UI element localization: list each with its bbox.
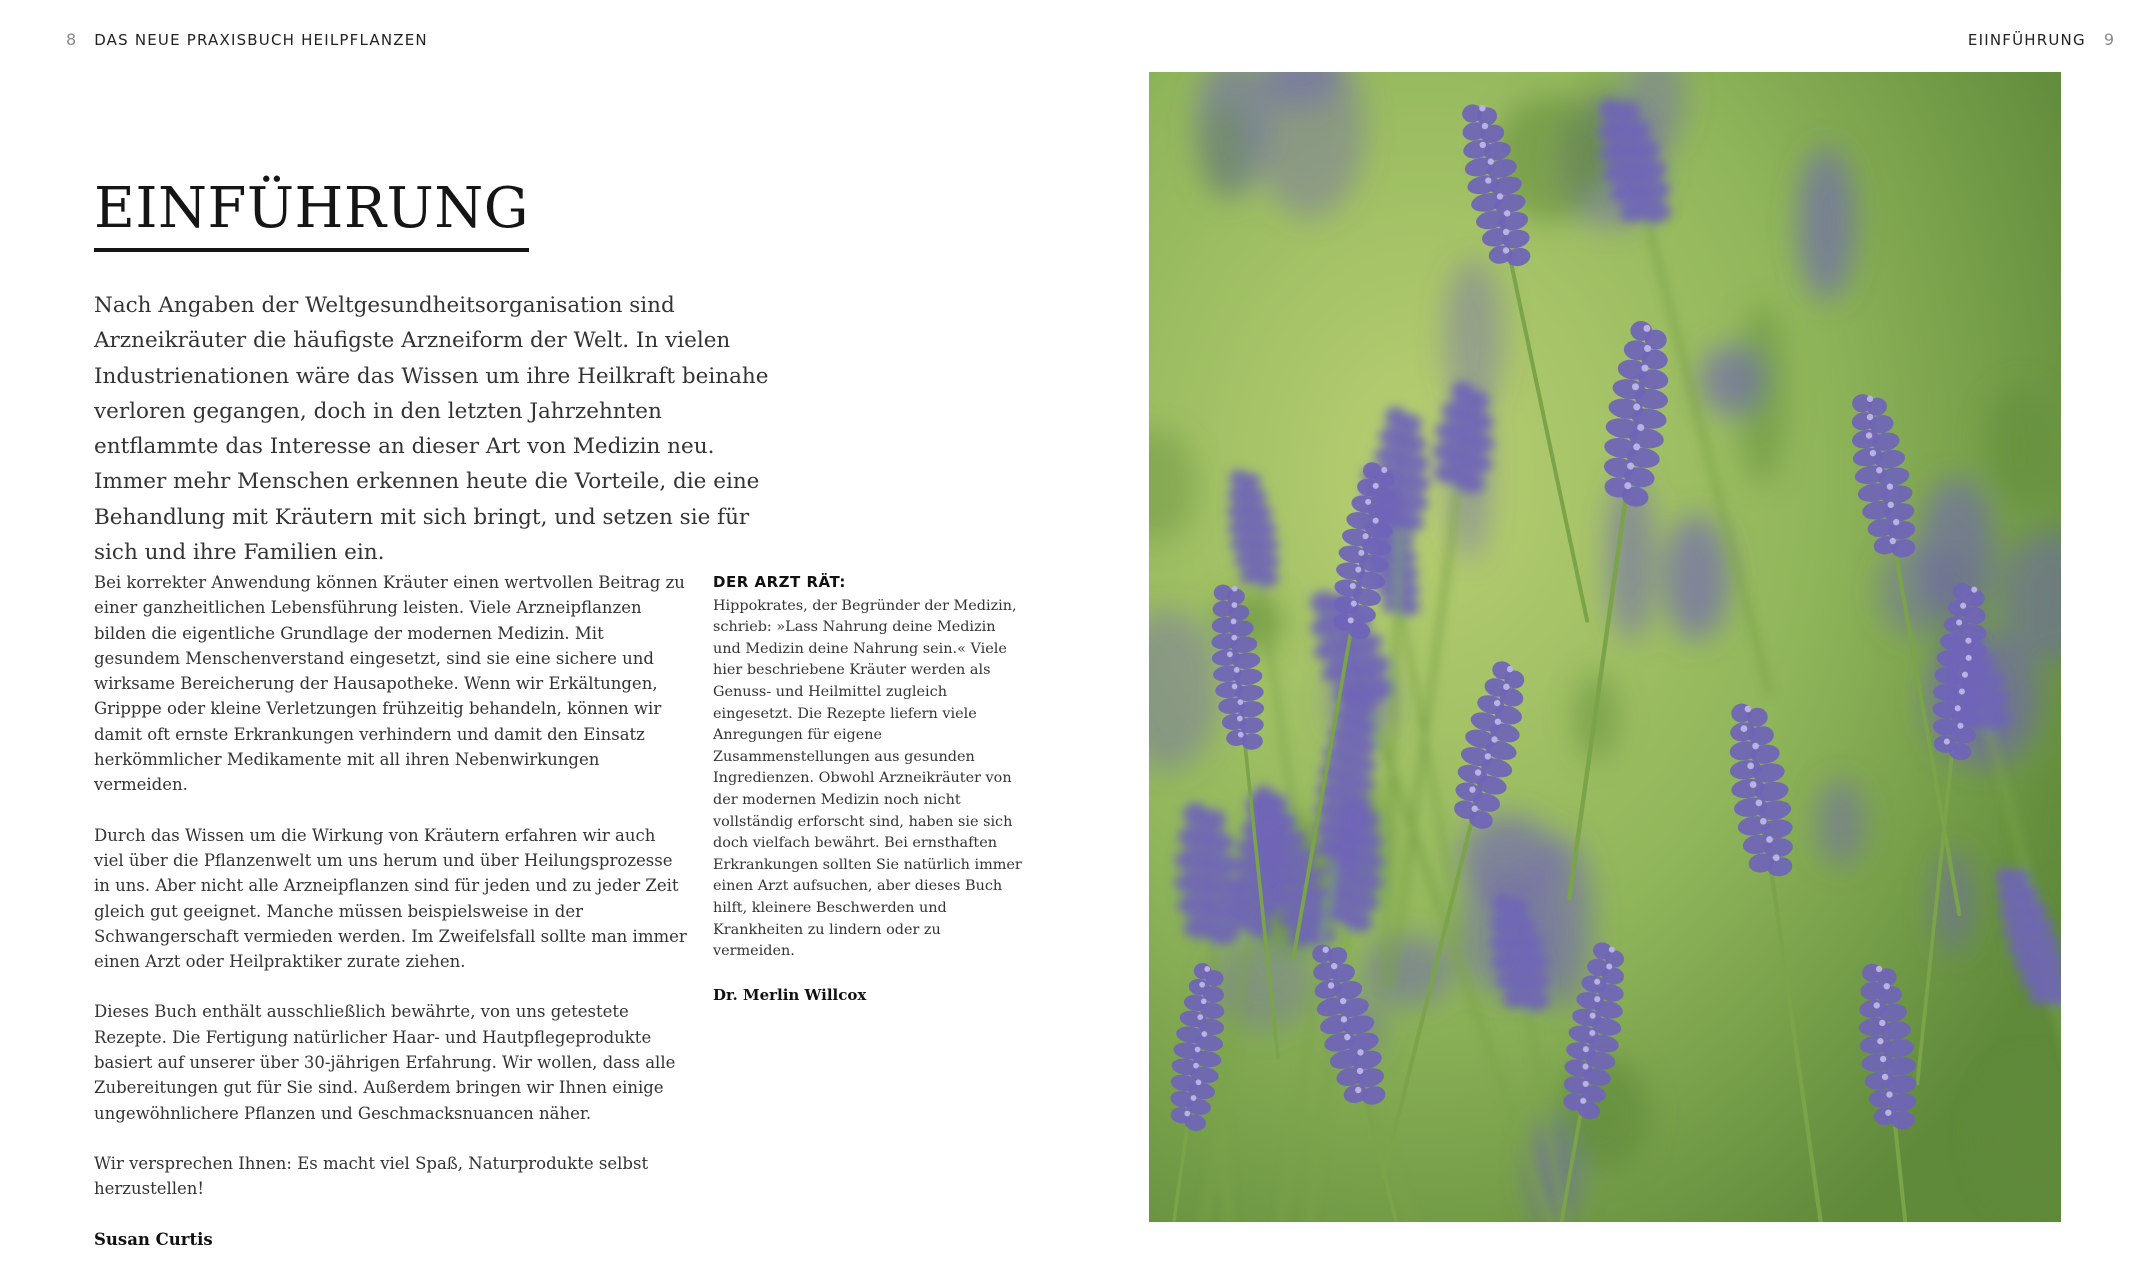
sidebar-heading: DER ARZT RÄT: — [713, 573, 846, 591]
page-number-right: 9 — [2103, 30, 2114, 49]
running-title-right: EIINFÜHRUNG — [1967, 30, 2086, 49]
body-column — [94, 570, 689, 1277]
body-paragraph: Wir versprechen Ihnen: Es macht viel Spaß, Naturprodukte selbst herzustellen! — [94, 1153, 649, 1199]
body-paragraph: Dieses Buch enthält ausschließlich bewährte, von uns getestete Rezepte. Die Fertigung natürlicher Haar- und Hautpflegeprodukte basiert auf unserer über 30-jährigen Erfahrung. Wir wollen, dass alle Zubereitungen gut für Sie sind. Außerdem bringen wir Ihnen einige ungewöhnlichere Pflanzen und Geschmacksnuancen näher. — [94, 1002, 676, 1123]
running-header-left — [66, 30, 428, 49]
running-title-left: DAS NEUE PRAXISBUCH HEILPFLANZEN — [94, 30, 428, 49]
body-paragraph: Bei korrekter Anwendung können Kräuter einen wertvollen Beitrag zu einer ganzheitlichen Lebensführung leisten. Viele Arzneipflanzen bilden die eigentliche Grundlage der modernen Medizin. Mit gesundem Menschenverstand eingesetzt, sind sie eine sichere und wirksame Bereicherung der Hausapotheke. Wenn wir Erkältungen, Gripppe oder kleine Verletzungen frühzeitig behandeln, können wir damit oft ernste Erkrankungen verhindern und damit den Einsatz herkömmlicher Medikamente mit all ihren Nebenwirkungen vermeiden. — [94, 573, 685, 795]
running-header-right — [1968, 30, 2114, 49]
body-paragraph: Durch das Wissen um die Wirkung von Kräutern erfahren wir auch viel über die Pflanzenwelt um uns herum und über Heilungsprozesse in uns. Aber nicht alle Arzneipflanzen sind für jeden und zu jeder Zeit gleich gut geeignet. Manche müssen beispielsweise in der Schwangerschaft vermieden werden. Im Zweifelsfall sollte man immer einen Arzt oder Heilpraktiker zurate ziehen. — [94, 825, 687, 972]
lead-paragraph: Nach Angaben der Weltgesundheitsorganisation sind Arzneikräuter die häufigste Arzneiform der Welt. In vielen Industrienationen wäre das Wissen um ihre Heilkraft beinahe verloren gegangen, doch in den letzten Jahrzehnten entflammte das Interesse an dieser Art von Medizin neu. Immer mehr Menschen erkennen heute die Vorteile, die eine Behandlung mit Kräutern mit sich bringt, und setzen sie für sich und ihre Familien ein. — [94, 293, 769, 566]
page-number-left: 8 — [66, 30, 77, 49]
lavender-photo — [1149, 72, 2061, 1222]
doctor-advice-box — [713, 572, 1023, 1028]
sidebar-text: Hippokrates, der Begründer der Medizin, schrieb: »Lass Nahrung deine Medizin und Medizin deine Nahrung sein.« Viele hier beschriebene Kräuter werden als Genuss- und Heilmittel zugleich eingesetzt. Die Rezepte liefern viele Anregungen für eigene Zusammenstellungen aus gesunden Ingredienzen. Obwohl Arzneikräuter von der modernen Medizin noch nicht vollständig erforscht sind, haben sie sich doch vielfach bewährt. Bei ernsthaften Erkrankungen sollten Sie natürlich immer einen Arzt aufsuchen, aber dieses Buch hilft, kleinere Beschwerden und Krankheiten zu lindern oder zu vermeiden. — [713, 597, 1022, 960]
chapter-title: EINFÜHRUNG — [94, 178, 529, 252]
doctor-signature: Dr. Merlin Willcox — [713, 985, 867, 1004]
author-signature: Susan Curtis — [94, 1229, 213, 1249]
